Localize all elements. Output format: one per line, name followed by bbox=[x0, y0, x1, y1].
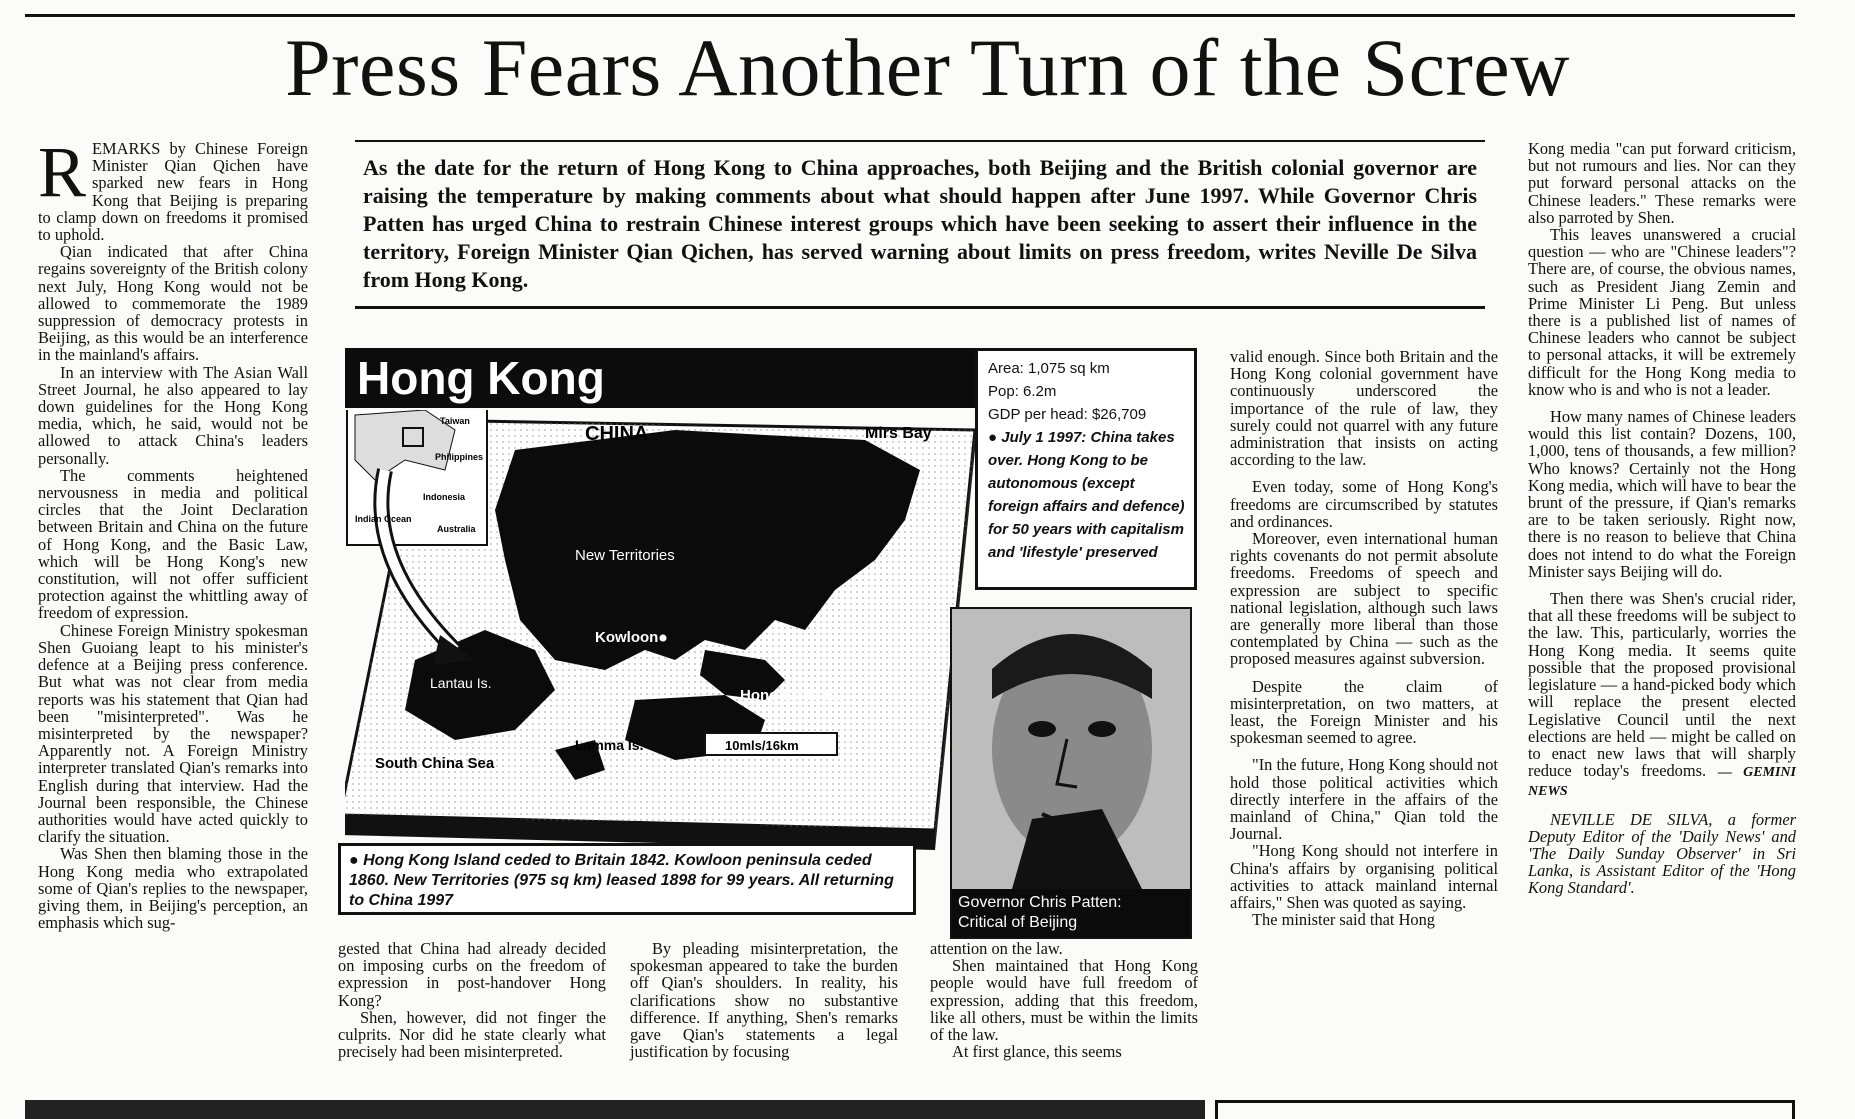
photo-caption: Governor Chris Patten: Critical of Beijing bbox=[952, 889, 1190, 937]
paragraph: Shen, however, did not finger the culprits. Nor did he state clearly what precisely had been misinterpreted. bbox=[338, 1007, 606, 1062]
label-china: CHINA bbox=[585, 423, 649, 445]
paragraph: In an interview with The Asian Wall Street Journal, he also appeared to lay down guidelines for the Hong Kong media, which, he said, would not be allowed to attack China's leaders personally. bbox=[38, 362, 308, 468]
map-svg bbox=[345, 410, 975, 910]
paragraph: Moreover, even international human rights covenants do not permit absolute freedoms. Freedoms of speech and expression are subject to specific national legislation, although such laws are generally more liberal than those contemplated by China — such as the proposed measures against subversion. bbox=[1230, 529, 1498, 669]
byline: Neville De Silva bbox=[1324, 239, 1477, 264]
paragraph: Chinese Foreign Ministry spokesman Shen Guoiang leapt to his minister's defence at a Beijing press conference. But what was not clear from media reports was his statement that Qian had been "misinterpreted". Was he misinterpreted by the newspaper? Apparently not. A Foreign Ministry interpreter translated Qian's remarks into English during that interview. Had the Journal been responsible, the Chinese authorities would have acted quickly to clarify the situation. bbox=[38, 620, 308, 847]
paragraph: "Hong Kong should not interfere in China's affairs by organising political activities to attack mainland internal affairs," Shen was quoted as saying. bbox=[1230, 841, 1498, 913]
paragraph: "In the future, Hong Kong should not hold those political activities which directly interfere in the affairs of the mainland of China," Qian told the Journal. bbox=[1230, 755, 1498, 844]
fact-area: Area: 1,075 sq km bbox=[988, 360, 1110, 377]
label-south-china-sea: South China Sea bbox=[375, 755, 495, 772]
map-title-bar bbox=[345, 348, 975, 408]
article-column-4 bbox=[930, 940, 1198, 1060]
fact-box bbox=[975, 348, 1197, 590]
hong-kong-map-graphic bbox=[345, 348, 975, 908]
kowloon-dot bbox=[659, 634, 667, 642]
author-bio: NEVILLE DE SILVA, a former Deputy Editor of the 'Daily News' and 'The Daily Sunday Observer' in Sri Lanka, is Assistant Editor of the 'Hong Kong Standard'. bbox=[1528, 809, 1796, 898]
label-lamma: Lamma Is. bbox=[575, 737, 644, 753]
headline: Press Fears Another Turn of the Screw bbox=[285, 22, 1570, 113]
paragraph: The comments heightened nervousness in media and political circles that the Joint Declaration between Britain and China on the future of Hong Kong, and the Basic Law, which will be Hong Kong's new constitution, will not offer sufficient protection against the whittling away of freedom of expression. bbox=[38, 465, 308, 623]
top-rule bbox=[25, 14, 1795, 17]
portrait-illustration bbox=[952, 609, 1190, 889]
paragraph: attention on the law. bbox=[930, 939, 1063, 958]
article-column-1 bbox=[38, 132, 308, 933]
map-title: Hong Kong bbox=[357, 352, 605, 404]
wire-credit: — GEMINI NEWS bbox=[1528, 765, 1796, 800]
paragraph: By pleading misinterpretation, the spokesman appeared to take the burden off Qian's shoulders. In reality, his clarifications show no substantive difference. If anything, Shen's remarks gave Qian's statements a legal justification by focusing bbox=[630, 939, 898, 1062]
next-article-box bbox=[1215, 1100, 1795, 1119]
bullet-icon: ● bbox=[349, 852, 364, 869]
drop-cap: R bbox=[38, 132, 87, 212]
bottom-rule bbox=[25, 1100, 1205, 1119]
label-lantau: Lantau Is. bbox=[430, 675, 492, 691]
article-column-3 bbox=[630, 940, 898, 1060]
paragraph: How many names of Chinese leaders would this list contain? Dozens, 100, 1,000, tens of thousands, a few million? Who knows? Certainly not the Hong Kong media, which will have to bear the brunt of the pressure, if Qian's remarks are to be taken seriously. Right now, there is no reason to believe that China does not intend to do what the Foreign Minister says Beijing will do. bbox=[1528, 407, 1796, 581]
label-new-territories: New Territories bbox=[575, 547, 675, 564]
paragraph: Despite the claim of misinterpretation, on two matters, at least, the Foreign Minister and his spokesman seemed to agree. bbox=[1230, 676, 1498, 748]
map-caption: ● Hong Kong Island ceded to Britain 1842. Kowloon peninsula ceded 1860. New Territories (975 sq km) leased 1898 for 99 years. All returning to China 1997 bbox=[338, 843, 916, 915]
label-mirs-bay: Mirs Bay bbox=[865, 425, 932, 442]
article-column-5 bbox=[1230, 348, 1498, 929]
paragraph: This leaves unanswered a crucial question — who are "Chinese leaders"? There are, of course, the obvious names, such as President Jiang Zemin and Prime Minister Li Peng. But unless there is a published list of names of Chinese leaders who cannot be subject to personal attacks, it will be extremely difficult for the Hong Kong media to know who is and who is not a leader. bbox=[1528, 225, 1796, 399]
paragraph: REMARKS by Chinese Foreign Minister Qian Qichen have sparked new fears in Hong Kong that Beijing is preparing to clamp down on freedoms it promised to uphold. bbox=[38, 132, 308, 245]
paragraph: Kong media "can put forward criticism, but not rumours and lies. Nor can they put forward personal attacks on the Chinese leaders." These remarks were also parroted by Shen. bbox=[1528, 139, 1796, 227]
patten-photo bbox=[950, 607, 1192, 939]
paragraph: Even today, some of Hong Kong's freedoms are circumscribed by statutes and ordinances. bbox=[1230, 477, 1498, 531]
bullet-icon: ● bbox=[988, 429, 1002, 446]
inset-label-philippines: Philippines bbox=[435, 452, 484, 462]
inset-label-indian-ocean: Indian Ocean bbox=[355, 514, 412, 524]
standfirst-bottom-rule bbox=[355, 306, 1485, 309]
inset-label-taiwan: Taiwan bbox=[440, 416, 470, 426]
standfirst: As the date for the return of Hong Kong to China approaches, both Beijing and the British colonial governor are raising the temperature by making comments about what should happen after June 1997. While Governor Chris Patten has urged China to restrain Chinese interest groups which have been seeking to assert their influence in the territory, Foreign Minister Qian Qichen, has served warning about limits on press freedom, writes Neville De Silva from Hong Kong. bbox=[363, 155, 1477, 292]
article-column-2 bbox=[338, 940, 606, 1060]
paragraph: valid enough. Since both Britain and the Hong Kong colonial government have continuously underscored the importance of the rule of law, they surely could not quarrel with any future administration that insists on acting according to the law. bbox=[1230, 347, 1498, 470]
fact-handover-note: ● July 1 1997: China takes over. Hong Kong to be autonomous (except foreign affairs and defence) for 50 years with capitalism and 'lifestyle' preserved bbox=[988, 429, 1185, 561]
paragraph: At first glance, this seems bbox=[952, 1042, 1122, 1062]
inset-label-indonesia: Indonesia bbox=[423, 492, 466, 502]
paragraph: Was Shen then blaming those in the Hong Kong media who extrapolated some of Qian's replies to the newspaper, giving them, in Beijing's perception, an emphasis which sug- bbox=[38, 844, 308, 933]
inset-label-australia: Australia bbox=[437, 524, 476, 534]
article-column-6 bbox=[1528, 140, 1796, 897]
paragraph: Then there was Shen's crucial rider, that all these freedoms will be subject to the law. This, particularly, worries the Hong Kong media. It seems quite possible that the proposed provisional legislature — a hand-picked body which will replace the present elected Legislative Council until the next elections are held — might be called on to enact new laws that will sharply reduce today's freedoms. — GEMINI NEWS bbox=[1528, 589, 1796, 800]
standfirst-box bbox=[355, 140, 1485, 309]
label-hong-kong-island: Hong Kong Is. bbox=[740, 687, 842, 704]
paragraph: gested that China had already decided on imposing curbs on the freedom of expression in post-handover Hong Kong? bbox=[338, 939, 606, 1010]
fact-population: Pop: 6.2m bbox=[988, 383, 1057, 400]
scale-label: 10mls/16km bbox=[725, 738, 799, 753]
paragraph: Shen maintained that Hong Kong people would have full freedom of expression, adding that this freedom, like all others, must be within the limits of the law. bbox=[930, 956, 1198, 1045]
label-kowloon: Kowloon bbox=[595, 629, 659, 646]
fact-gdp: GDP per head: $26,709 bbox=[988, 406, 1147, 423]
paragraph: The minister said that Hong bbox=[1252, 910, 1435, 930]
paragraph: Qian indicated that after China regains sovereignty of the British colony next July, Hong Kong would not be allowed to commemorate the 1989 suppression of democracy protests in Beijing, as this would be an interference in the mainland's affairs. bbox=[38, 242, 308, 365]
